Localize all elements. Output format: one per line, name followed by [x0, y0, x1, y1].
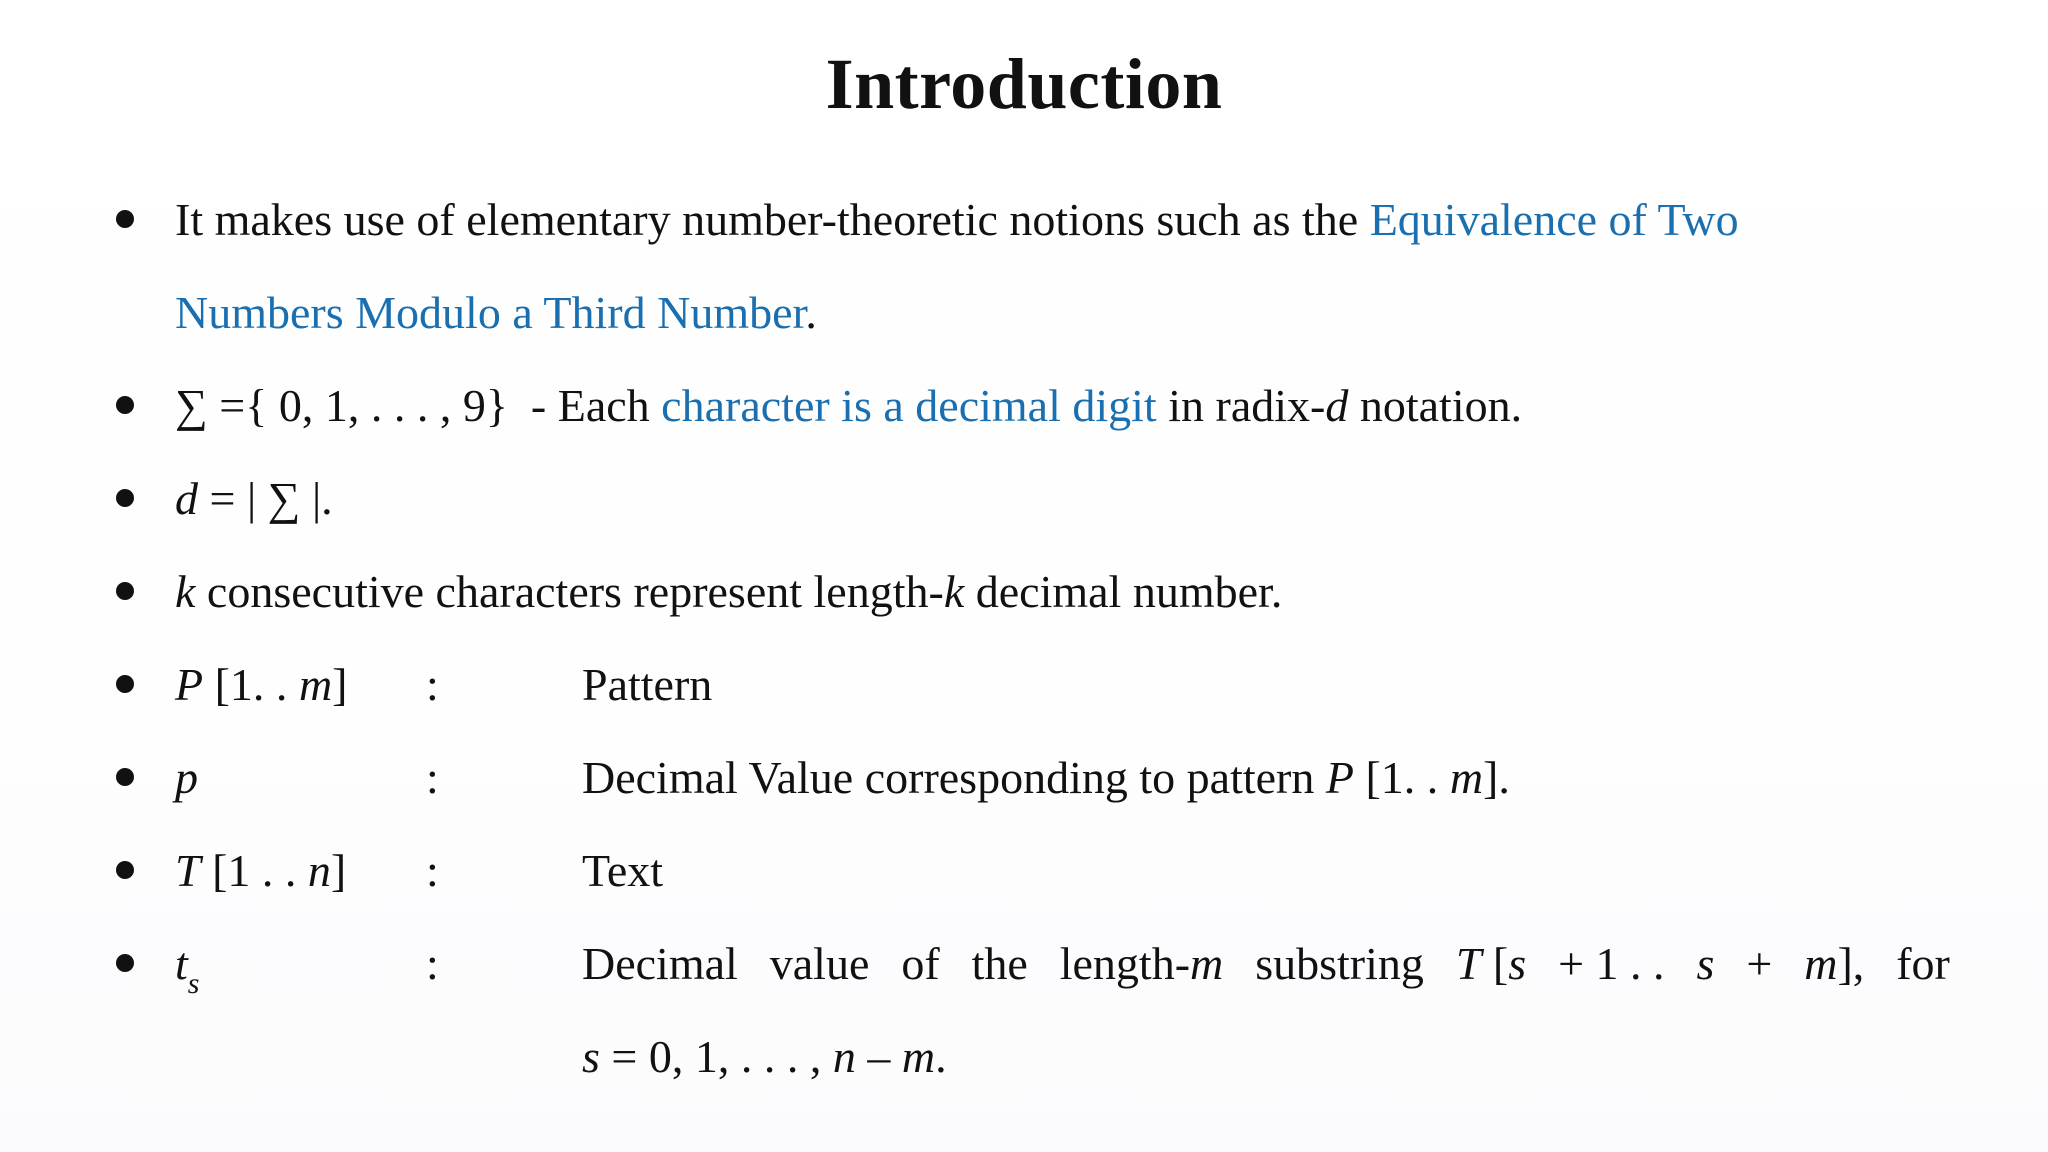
T-variable: T — [175, 845, 201, 896]
bullet7-term — [175, 845, 347, 896]
word: substring — [1255, 938, 1424, 989]
bullet-dot-icon — [116, 396, 134, 414]
word: length- — [1059, 938, 1191, 989]
sigma-symbol: ∑ — [175, 380, 208, 431]
bullet5-desc: Pattern — [582, 659, 713, 710]
s-variable: s — [1696, 938, 1715, 989]
bullet2-link: character is a decimal digit — [661, 380, 1157, 431]
d-equals: = | — [198, 473, 268, 524]
bullet1-text: It makes use of elementary number-theoretic notions such as the — [175, 194, 1370, 245]
bullet4-line — [175, 566, 1283, 617]
bullet3-line — [175, 473, 333, 524]
bullet6-desc-c: ]. — [1483, 752, 1510, 803]
word: value — [769, 938, 870, 989]
k-variable: k — [943, 566, 965, 617]
line2-end: . — [935, 1031, 947, 1082]
bullet-dot-icon — [116, 954, 134, 972]
T-range-a: [1 . . — [200, 845, 308, 896]
T-variable: T — [1455, 938, 1482, 989]
P-range-b: ] — [332, 659, 348, 710]
radix-d: d — [1325, 380, 1349, 431]
bullet1-line1 — [175, 194, 1739, 245]
P-variable: P — [175, 659, 204, 710]
ts-term — [175, 938, 200, 1000]
bullet-dot-icon — [116, 489, 134, 507]
word: of — [901, 938, 940, 989]
word-group — [1804, 938, 1865, 989]
bullet8-colon: : — [426, 938, 439, 989]
bullet5-term — [175, 659, 348, 710]
bullet2-line — [175, 380, 1523, 431]
s-range: = 0, 1, . . . , — [599, 1031, 833, 1082]
bullet-dot-icon — [116, 210, 134, 228]
m-variable: m — [901, 1031, 936, 1082]
s-variable: s — [1508, 938, 1527, 989]
bullet1-end: . — [805, 287, 817, 338]
bullet5-colon: : — [426, 659, 439, 710]
sigma-symbol: ∑ — [267, 473, 301, 524]
d-variable: d — [175, 473, 198, 524]
word-group — [1455, 938, 1527, 989]
bullet-dot-icon — [116, 582, 134, 600]
n-variable: n — [307, 845, 331, 896]
bullet7-colon: : — [426, 845, 439, 896]
word: + 1 . . — [1558, 938, 1665, 989]
word: ], — [1837, 938, 1865, 989]
bullet2-tail-a: in radix- — [1156, 380, 1326, 431]
bullet6-desc-b: [1. . — [1353, 752, 1450, 803]
minus: – — [855, 1031, 902, 1082]
bullet4-mid: consecutive characters represent length- — [195, 566, 944, 617]
bullet6-desc — [582, 752, 1510, 803]
word-group — [1059, 938, 1224, 989]
m-variable: m — [1449, 752, 1484, 803]
bullet-dot-icon — [116, 768, 134, 786]
m-variable: m — [298, 659, 333, 710]
bullet8-desc-line2 — [582, 1031, 947, 1082]
bullet1-link-part1: Equivalence of Two — [1369, 194, 1739, 245]
bullet1-line2 — [175, 287, 817, 338]
bullet4-end: decimal number. — [964, 566, 1283, 617]
word: the — [971, 938, 1028, 989]
bullet-dot-icon — [116, 861, 134, 879]
s-subscript: s — [187, 967, 200, 1000]
d-end: |. — [300, 473, 333, 524]
n-variable: n — [832, 1031, 856, 1082]
word: for — [1896, 938, 1950, 989]
bullet7-desc: Text — [582, 845, 664, 896]
m-variable: m — [1804, 938, 1838, 989]
t-variable: t — [175, 938, 188, 989]
word: [ — [1492, 938, 1509, 989]
P-variable: P — [1325, 752, 1354, 803]
word: Decimal — [582, 938, 738, 989]
bullet-dot-icon — [116, 675, 134, 693]
slide-title: Introduction — [825, 44, 1223, 124]
bullet6-colon: : — [426, 752, 439, 803]
bullet2-dash: - Each — [507, 380, 662, 431]
P-range-a: [1. . — [203, 659, 299, 710]
bullet6-desc-a: Decimal Value corresponding to pattern — [582, 752, 1326, 803]
bullet8-desc-line1 — [582, 938, 1950, 989]
bullet1-link-part2: Numbers Modulo a Third Number — [175, 287, 806, 338]
p-variable: p — [175, 752, 198, 803]
T-range-b: ] — [330, 845, 347, 896]
word: + — [1746, 938, 1773, 989]
alphabet-set: ={ 0, 1, . . . , 9} — [207, 380, 508, 431]
m-variable: m — [1190, 938, 1224, 989]
k-variable: k — [175, 566, 196, 617]
bullet2-tail-b: notation. — [1348, 380, 1523, 431]
s-variable: s — [582, 1031, 600, 1082]
